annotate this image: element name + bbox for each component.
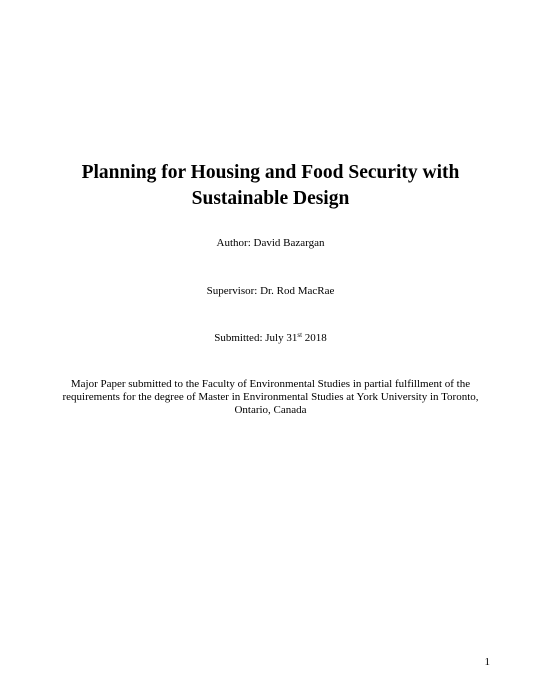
page-number: 1 (484, 656, 490, 668)
purpose-statement (40, 378, 501, 417)
supervisor-line: Supervisor: Dr. Rod MacRae (206, 285, 335, 297)
submitted-line (40, 332, 501, 345)
title-line-2: Sustainable Design (191, 188, 350, 209)
submitted-ordinal-suffix: st (297, 331, 303, 339)
submitted-year: 2018 (302, 332, 327, 344)
purpose-line-3: Ontario, Canada (234, 404, 307, 416)
purpose-line-1: Major Paper submitted to the Faculty of Environmental Studies in partial fulfillment of the (70, 378, 471, 390)
purpose-line-2: requirements for the degree of Master in Environmental Studies at York University in Toronto, (62, 391, 479, 403)
author-line: Author: David Bazargan (216, 237, 325, 249)
title-line-1: Planning for Housing and Food Security with (81, 162, 460, 183)
submitted-prefix: Submitted: July 31 (214, 332, 298, 344)
document-title (40, 160, 501, 212)
